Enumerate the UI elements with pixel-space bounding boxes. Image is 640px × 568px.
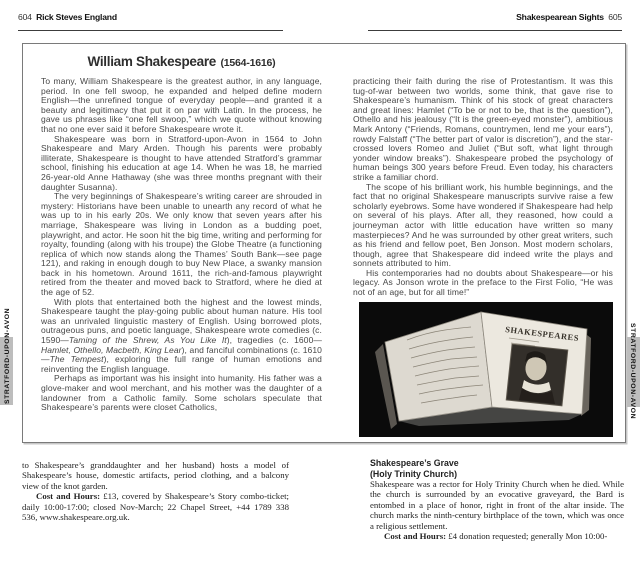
- folio-title-text: SHAKESPEARES: [504, 324, 580, 343]
- paragraph: to Shakespeare’s granddaughter and her husband) hosts a model of Shakespeare’s house, domestic artifacts, period clothing, and a balcony view of the knot garden.: [22, 460, 289, 491]
- cost-text: £4 donation requested; generally Mon 10:00-: [446, 531, 608, 542]
- italic-title-run: Hamlet, Othello, Macbeth, King Lear: [41, 344, 182, 355]
- paragraph: [41, 298, 322, 375]
- cost-label: Cost and Hours:: [384, 531, 447, 542]
- feature-left-column: [41, 77, 322, 413]
- running-head-left: [18, 12, 117, 22]
- feature-right-column: [353, 77, 613, 437]
- text-run: ), and fanciful combinations (c. 1610—: [41, 344, 323, 365]
- paragraph: Shakespeare was born in Stratford-upon-Avon in 1564 to John Shakespeare and Mary Arden. Though his parents were probably illiterate, Shakespeare is thought to have attended Stratford’s grammar school, finishing his education at age 14. When he was 18, he married 26-year-old Anne Hathaway (she was three months pregnant with their daughter Susanna).: [41, 133, 322, 192]
- italic-title-run: The Tempest: [49, 354, 104, 365]
- sight-heading-line1: Shakespeare’s Grave: [370, 458, 459, 468]
- paragraph: Perhaps as important was his insight into humanity. His father was a glove-maker and wool merchant, and his mother was the daughter of a landowner from a Catholic family. Some scholars speculate that Shakespeare’s parents were closet Catholics,: [41, 373, 322, 413]
- cost-label: Cost and Hours:: [36, 491, 101, 502]
- text-run: With plots that entertained both the highest and the lowest minds, Shakespeare taught the play-going public about human nature. His tool was an unrivaled linguistic mastery of English. Using borrowed plots, outrageous puns, and poetic language, Shakespeare wrote comedies (c. 1590—: [41, 296, 322, 346]
- book-title: Rick Steves England: [36, 12, 117, 22]
- page-number-left: 604: [18, 12, 32, 22]
- page-number-right: 605: [608, 12, 622, 22]
- italic-title-run: Taming of the Shrew, As You Like It: [68, 335, 227, 346]
- first-folio-photo: [359, 302, 613, 437]
- edge-tab-label-right: STRATFORD-UPON-AVON: [629, 322, 636, 420]
- text-run: ), exploring the full range of human emotions and reinventing the English language.: [41, 354, 322, 374]
- chapter-title: Shakespearean Sights: [516, 12, 604, 22]
- text-run: ), tragedies (c. 1600—: [226, 335, 323, 346]
- paragraph: The scope of his brilliant work, his humble beginnings, and the fact that no original Shakespeare manuscripts survive raise a few scholarly eyebrows. Some have wondered if Shakespeare had help on several of his plays. After all, they reasoned, how could a journeyman actor with little education have written so many masterpieces? And he was surrounded by other great writers, such as his friend and fellow poet, Ben Jonson. Most modern scholars, though, agree that Shakespeare did indeed write the plays and sonnets attributed to him.: [353, 181, 613, 269]
- shakespeare-portrait: [505, 343, 569, 407]
- cost-and-hours: [22, 491, 289, 522]
- header-rule-right: [368, 30, 622, 31]
- paragraph: Shakespeare was a rector for Holy Trinity Church when he died. While the church is surrounded by an evocative graveyard, the Bard is entombed in a place of honor, right in front of the altar inside. The church marks the ninth-century birthplace of the town, which was once a religious settlement.: [370, 479, 624, 531]
- body-text-right: [370, 458, 624, 541]
- paragraph: The very beginnings of Shakespeare’s writing career are shrouded in mystery: Historians have been unable to unearth any record of what he was up to in his early 20s. We only know that seven years after his marriage, Shakespeare was living in London as a budding poet, playwright, and actor. He soon hit the big time, writing and performing for royalty, founding (along with his troupe) the Globe Theatre (a functioning replica of which now stands along the Thames’ South Bank—see page 121), and raking in enough dough to buy New Place, a swanky mansion back in his hometown. Around 1611, the rich-and-famous playwright retired from the theater and moved back to Stratford, where he died at the age of 52.: [41, 191, 322, 298]
- paragraph: practicing their faith during the rise of Protestantism. It was this tug-of-war between two worlds, some think, that gave rise to Shakespeare’s humanism. Think of his stock of great characters and great lines: Hamlet (“To be or not to be, that is the question”), Othello and his jealousy (“It is the green-eyed monster”), ambitious Mark Antony (“Friends, Romans, countrymen, lend me your ears”), rowdy Falstaff (“The better part of valor is discretion”), and the star-crossed lovers Romeo and Juliet (“But soft, what light through yonder window breaks”). Shakespeare probed the psychology of human beings 300 years before Freud. Even today, his characters strike a familiar chord.: [353, 76, 613, 182]
- feature-title-years: (1564-1616): [220, 57, 276, 69]
- running-head-right: [516, 12, 622, 22]
- feature-title: [41, 53, 322, 71]
- body-text-left: [22, 460, 289, 522]
- sight-heading-line2: (Holy Trinity Church): [370, 468, 457, 479]
- cost-text: £13, covered by Shakespeare’s Story combo-ticket; daily 10:00-17:00; closed Nov-March; 22 Chapel Street, +44 1789 338 536, www.shakespeare.org.uk.: [22, 491, 289, 523]
- edge-tab-label-left: STRATFORD-UPON-AVON: [4, 307, 11, 405]
- feature-title-name: William Shakespeare: [87, 54, 217, 69]
- feature-sidebar-box: [22, 43, 626, 443]
- paragraph: To many, William Shakespeare is the greatest author, in any language, period. In one fell swoop, he expanded and helped define modern English—the unrefined tongue of everyday people—and granted it a beauty and legitimacy that put it on par with Latin. In the process, he gave us phrases like “one fell swoop,” which we quote without knowing that no one ever said it before Shakespeare wrote it.: [41, 76, 322, 134]
- header-rule-left: [18, 30, 283, 31]
- cost-and-hours: [370, 531, 624, 541]
- paragraph: His contemporaries had no doubts about Shakespeare—or his legacy. As Jonson wrote in the preface to the First Folio, “He was not of an age, but for all time!”: [353, 267, 613, 298]
